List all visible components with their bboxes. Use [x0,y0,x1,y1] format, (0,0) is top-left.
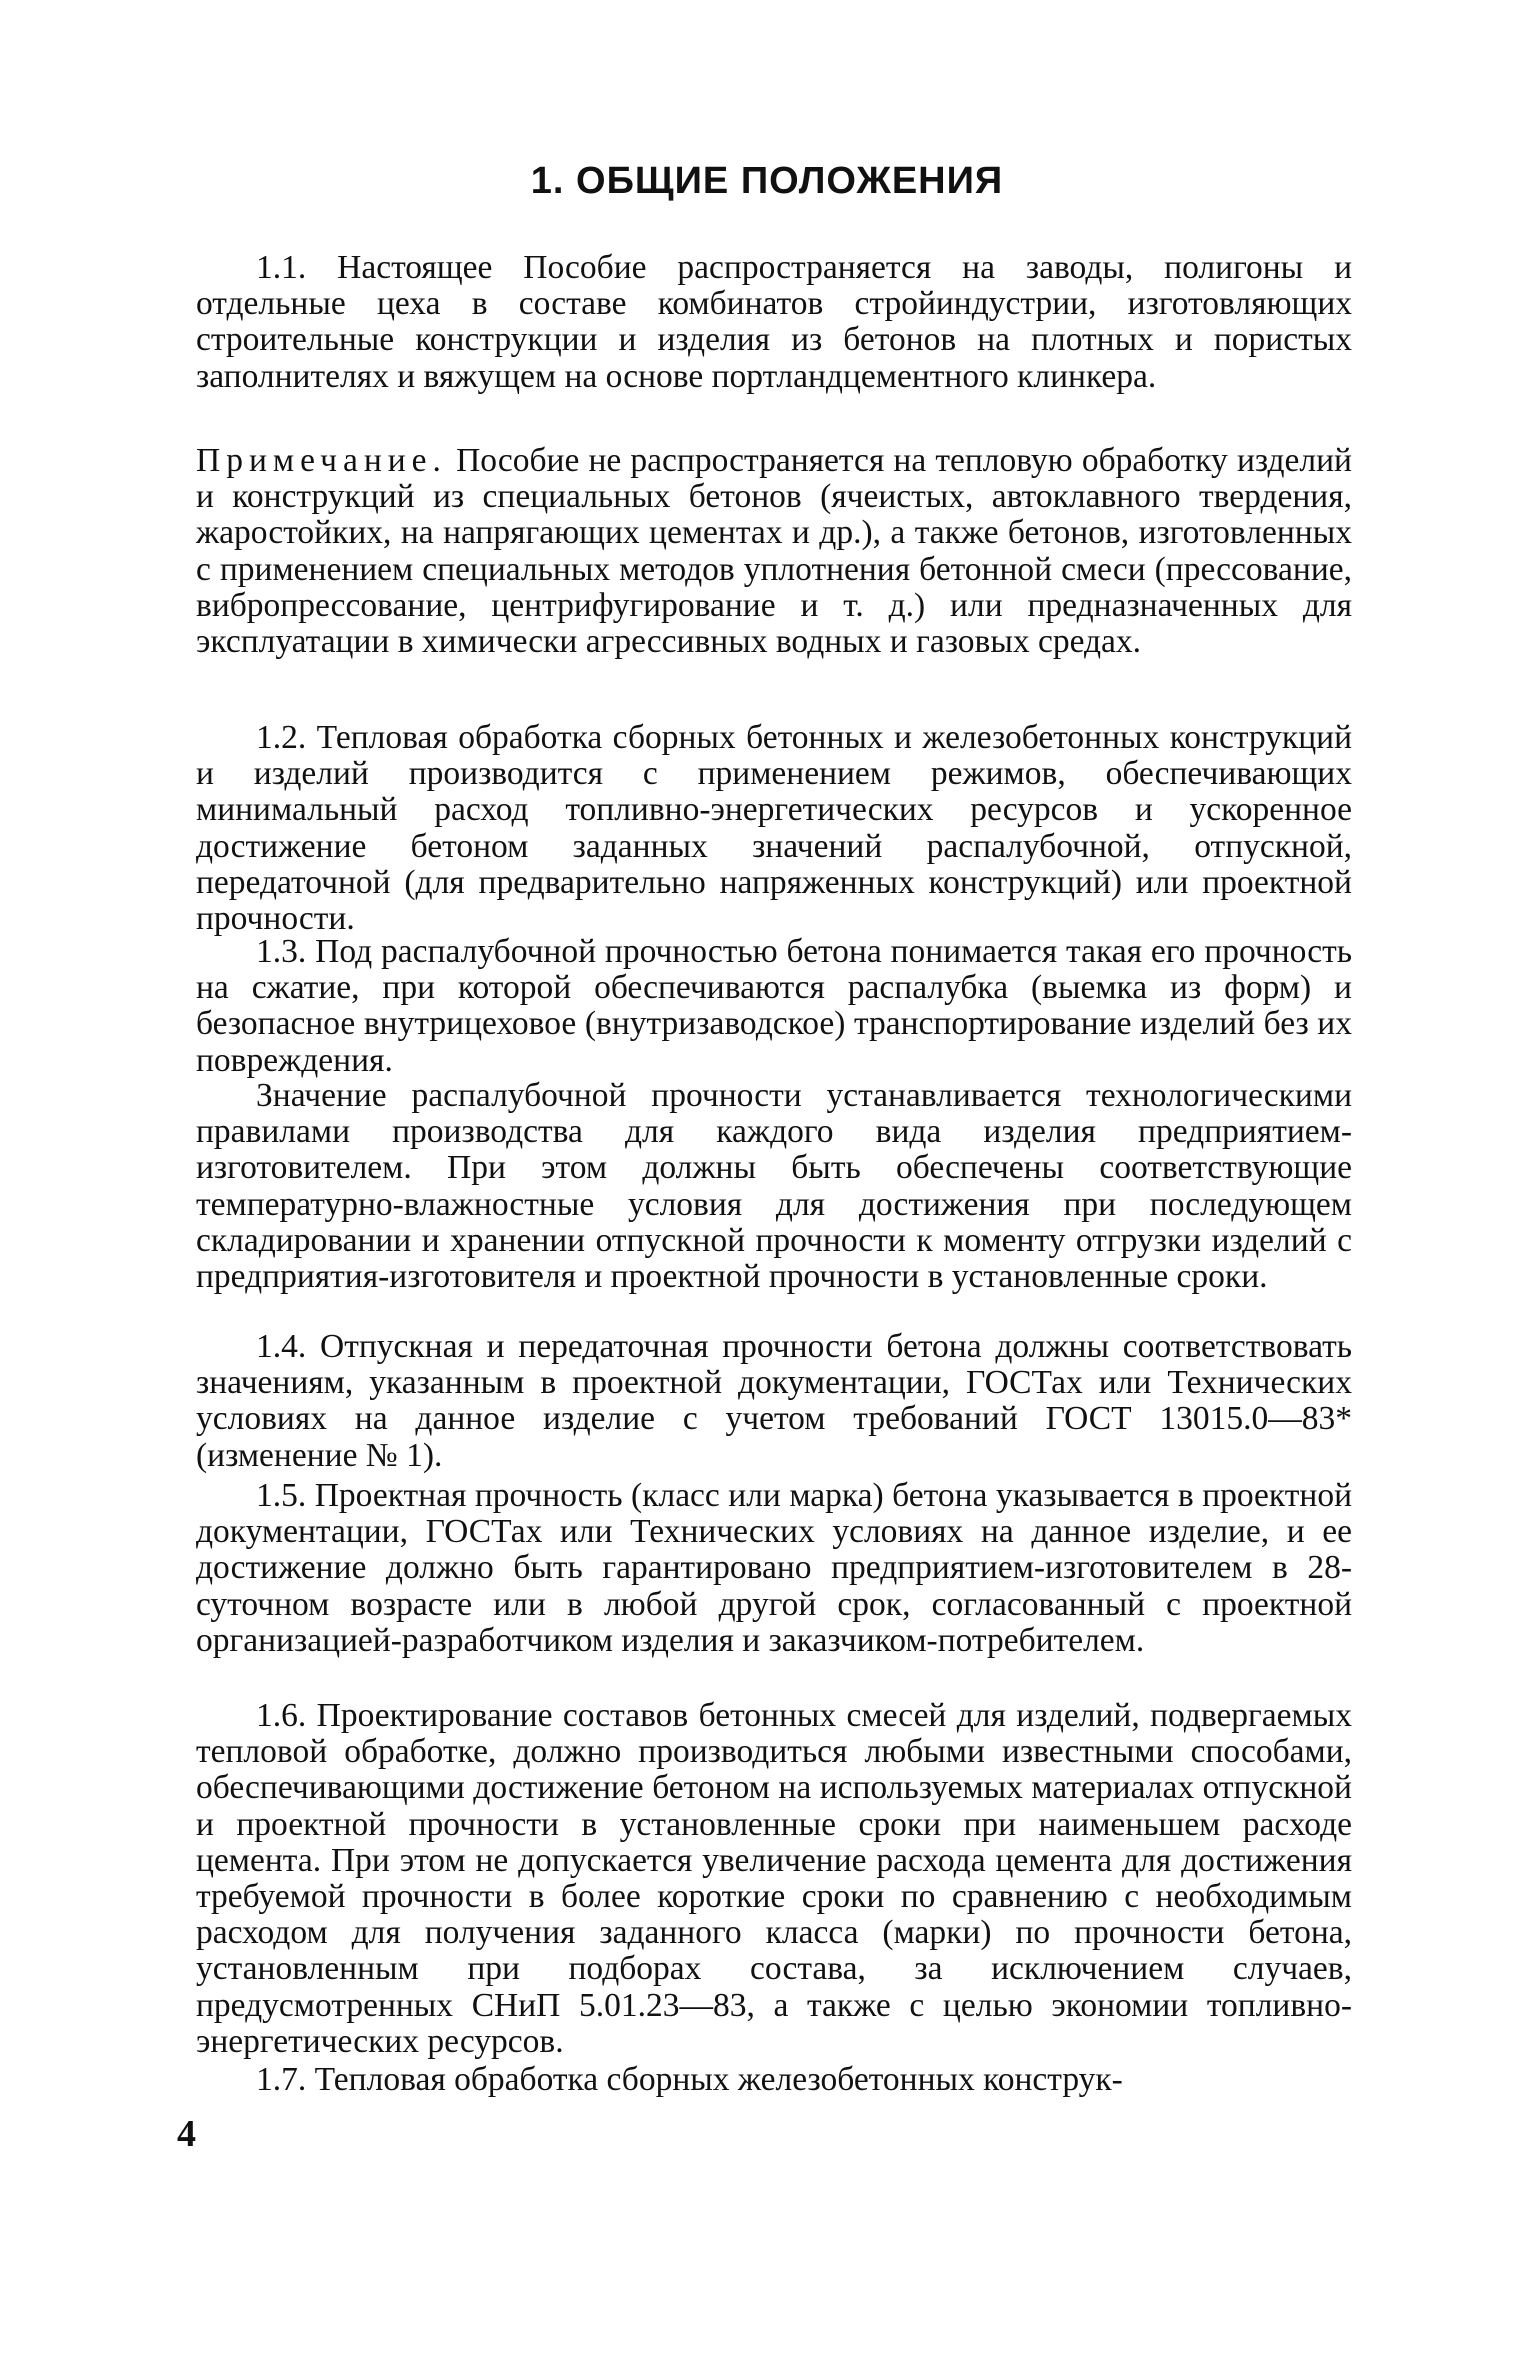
paragraph-1-2 [196,720,1352,937]
paragraph-text: Тепловая обработка сборных железобетонных конструк- [314,2061,1123,2098]
section-title: 1. ОБЩИЕ ПОЛОЖЕНИЯ [530,160,1004,202]
paragraph-1-3 [196,934,1352,1079]
paragraph-1-3-continued [196,1078,1352,1295]
paragraph-1-6 [196,1698,1352,2060]
paragraph-number: 1.4. [256,1328,307,1365]
paragraph-text: Настоящее Пособие распространяется на заводы, полигоны и отдельные цеха в составе комбинатов стройиндустрии, изготовляющих строительные конструкции и изделия из бетонов на плотных и пористых заполнителях и вяжущем на основе портландцементного клинкера. [196,249,1353,395]
paragraph-1-7 [196,2062,1352,2098]
paragraph-1-4 [196,1329,1352,1474]
paragraph-number: 1.7. [256,2061,307,2098]
paragraph-number: 1.3. [256,933,307,970]
paragraph-number: 1.2. [256,719,307,756]
note-paragraph [196,443,1352,660]
paragraph-1-5 [196,1478,1352,1659]
paragraph-text: Отпускная и передаточная прочности бетона должны соответствовать значениям, указанным в проектной документации, ГОСТах или Технических условиях на данное изделие с учетом требований ГОСТ 13015.0—83* (изменение № 1). [196,1328,1353,1474]
page-number: 4 [177,2113,196,2155]
paragraph-number: 1.5. [256,1477,307,1514]
paragraph-text: Тепловая обработка сборных бетонных и железобетонных конструкций и изделий производится с применением режимов, обеспечивающих минимальный расход топливно-энергетических ресурсов и ускоренное достижение бетоном заданных значений распалубочной, отпускной, передаточной (для предварительно напряженных конструкций) или проектной прочности. [196,719,1352,938]
paragraph-text: Под распалубочной прочностью бетона понимается такая его прочность на сжатие, при которой обеспечиваются распалубка (выемка из форм) и безопасное внутрицеховое (внутризаводское) транспортирование изделий без их повреждения. [196,933,1353,1079]
paragraph-number: 1.6. [256,1697,307,1734]
paragraph-number: 1.1. [256,249,307,286]
paragraph-1-1 [196,250,1352,395]
paragraph-text: Проектная прочность (класс или марка) бетона указывается в проектной документации, ГОСТах или Технических условиях на данное изделие, и ее достижение должно быть гарантировано предприятием-изготовителем в 28-суточном возрасте или в любой другой срок, согласованный с проектной организацией-разработчиком изделия и заказчиком-потребителем. [196,1477,1352,1659]
note-label: Примечание. [196,442,447,479]
note-text: Пособие не распространяется на тепловую обработку изделий и конструкций из специальных бетонов (ячеистых, автоклавного твердения, жаростойких, на напрягающих цементах и др.), а также бетонов, изготовленных с применением специальных методов уплотнения бетонной смеси (прессование, вибропрессование, центрифугирование и т. д.) или предназначенных для эксплуатации в химически агрессивных водных и газовых средах. [196,442,1352,661]
paragraph-text: Проектирование составов бетонных смесей для изделий, подвергаемых тепловой обработке, должно производиться любыми известными способами, обеспечивающими достижение бетоном на используемых материалах отпускной и проектной прочности в установленные сроки при наименьшем расходе цемента. При этом не допускается увеличение расхода цемента для достижения требуемой прочности в более короткие сроки по сравнению с необходимым расходом для получения заданного класса (марки) по прочности бетона, установленным при подборах состава, за исключением случаев, предусмотренных СНиП 5.01.23—83, а также с целью экономии топливно-энергетических ресурсов. [196,1697,1352,2060]
paragraph-text: Значение распалубочной прочности устанавливается технологическими правилами производства для каждого вида изделия предприятием-изготовителем. При этом должны быть обеспечены соответствующие температурно-влажностные условия для достижения при последующем складировании и хранении отпускной прочности к моменту отгрузки изделий с предприятия-изготовителя и проектной прочности в установленные сроки. [196,1077,1352,1296]
